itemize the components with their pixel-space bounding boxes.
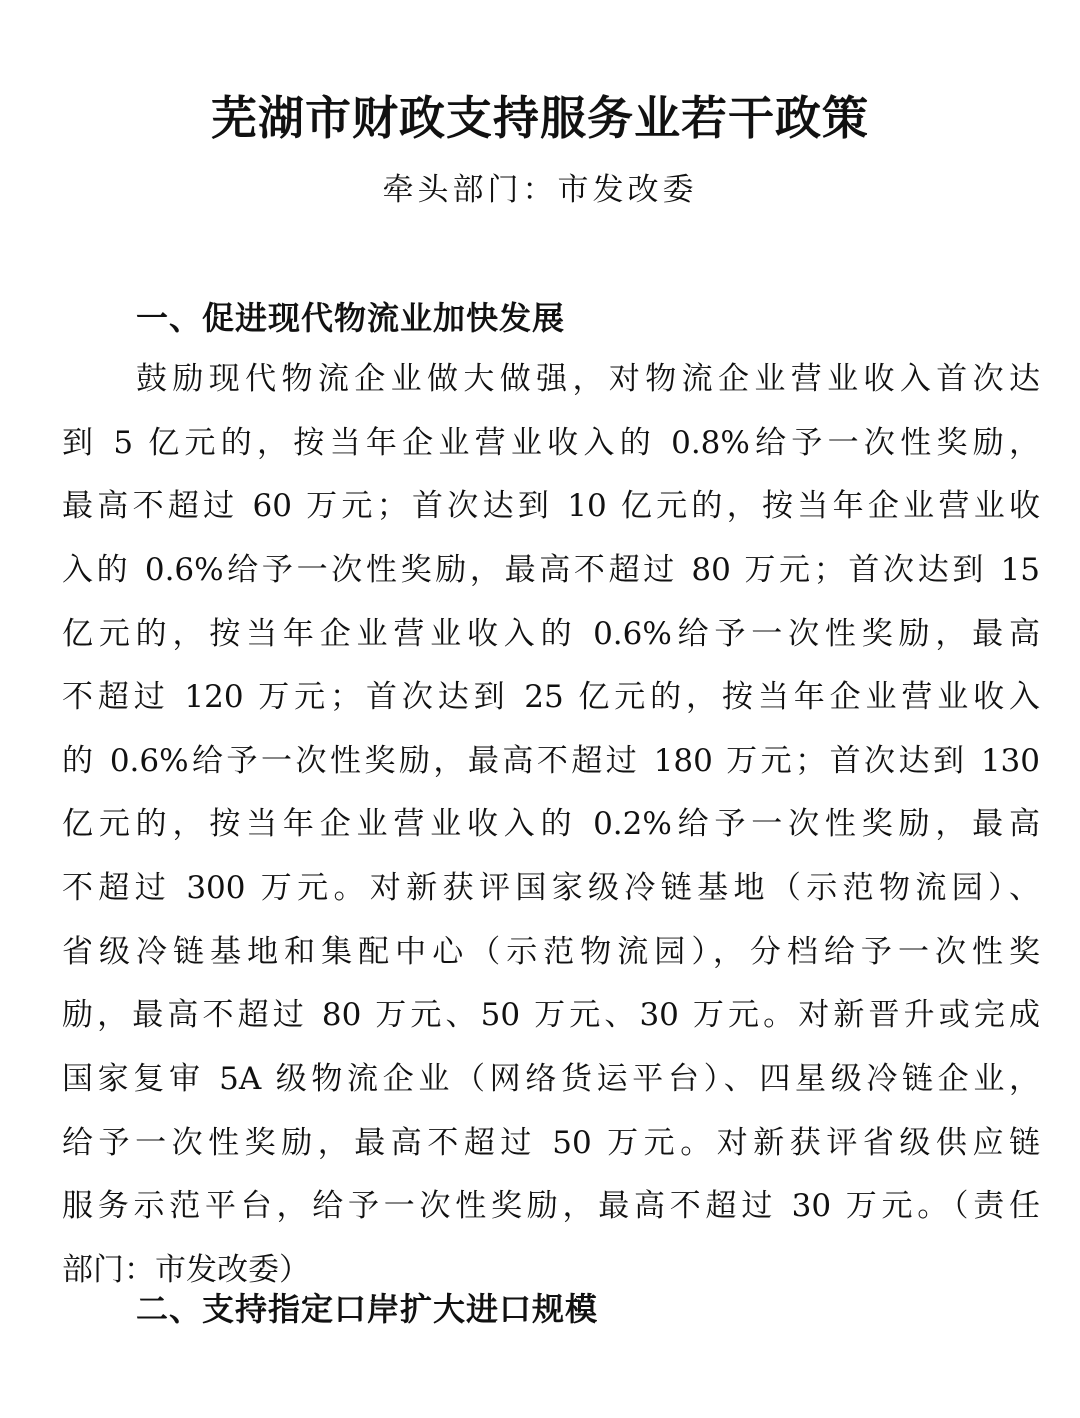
lead-department: 牵头部门：市发改委 [382,172,698,208]
paragraph-line: 到 5 亿元的，按当年企业营业收入的 0.8%给予一次性奖励， [62,424,1040,461]
paragraph-line: 最高不超过 60 万元；首次达到 10 亿元的，按当年企业营业收 [62,488,1040,525]
paragraph-line: 不超过 300 万元。对新获评国家级冷链基地（示范物流园）、 [62,870,1040,907]
paragraph-line: 省级冷链基地和集配中心（示范物流园），分档给予一次性奖 [62,933,1040,970]
document-title: 芜湖市财政支持服务业若干政策 [211,91,869,145]
section-1-paragraph [62,348,1040,1303]
paragraph-line: 国家复审 5A 级物流企业（网络货运平台）、四星级冷链企业， [62,1061,1040,1098]
paragraph-line: 亿元的，按当年企业营业收入的 0.6%给予一次性奖励，最高 [62,615,1040,652]
paragraph-line: 给予一次性奖励，最高不超过 50 万元。对新获评省级供应链 [62,1124,1040,1161]
paragraph-line: 励，最高不超过 80 万元、50 万元、30 万元。对新晋升或完成 [62,997,1040,1034]
paragraph-line: 部门：市发改委） [62,1251,310,1288]
paragraph-line: 鼓励现代物流企业做大做强，对物流企业营业收入首次达 [136,361,1040,397]
section-heading-1: 一、促进现代物流业加快发展 [136,299,566,337]
paragraph-line: 入的 0.6%给予一次性奖励，最高不超过 80 万元；首次达到 15 [62,551,1040,588]
paragraph-line: 的 0.6%给予一次性奖励，最高不超过 180 万元；首次达到 130 [62,742,1040,779]
section-heading-2: 二、支持指定口岸扩大进口规模 [136,1290,599,1328]
paragraph-line: 亿元的，按当年企业营业收入的 0.2%给予一次性奖励，最高 [62,806,1040,843]
paragraph-line: 服务示范平台，给予一次性奖励，最高不超过 30 万元。（责任 [62,1188,1040,1225]
paragraph-line: 不超过 120 万元；首次达到 25 亿元的，按当年企业营业收入 [62,679,1040,716]
